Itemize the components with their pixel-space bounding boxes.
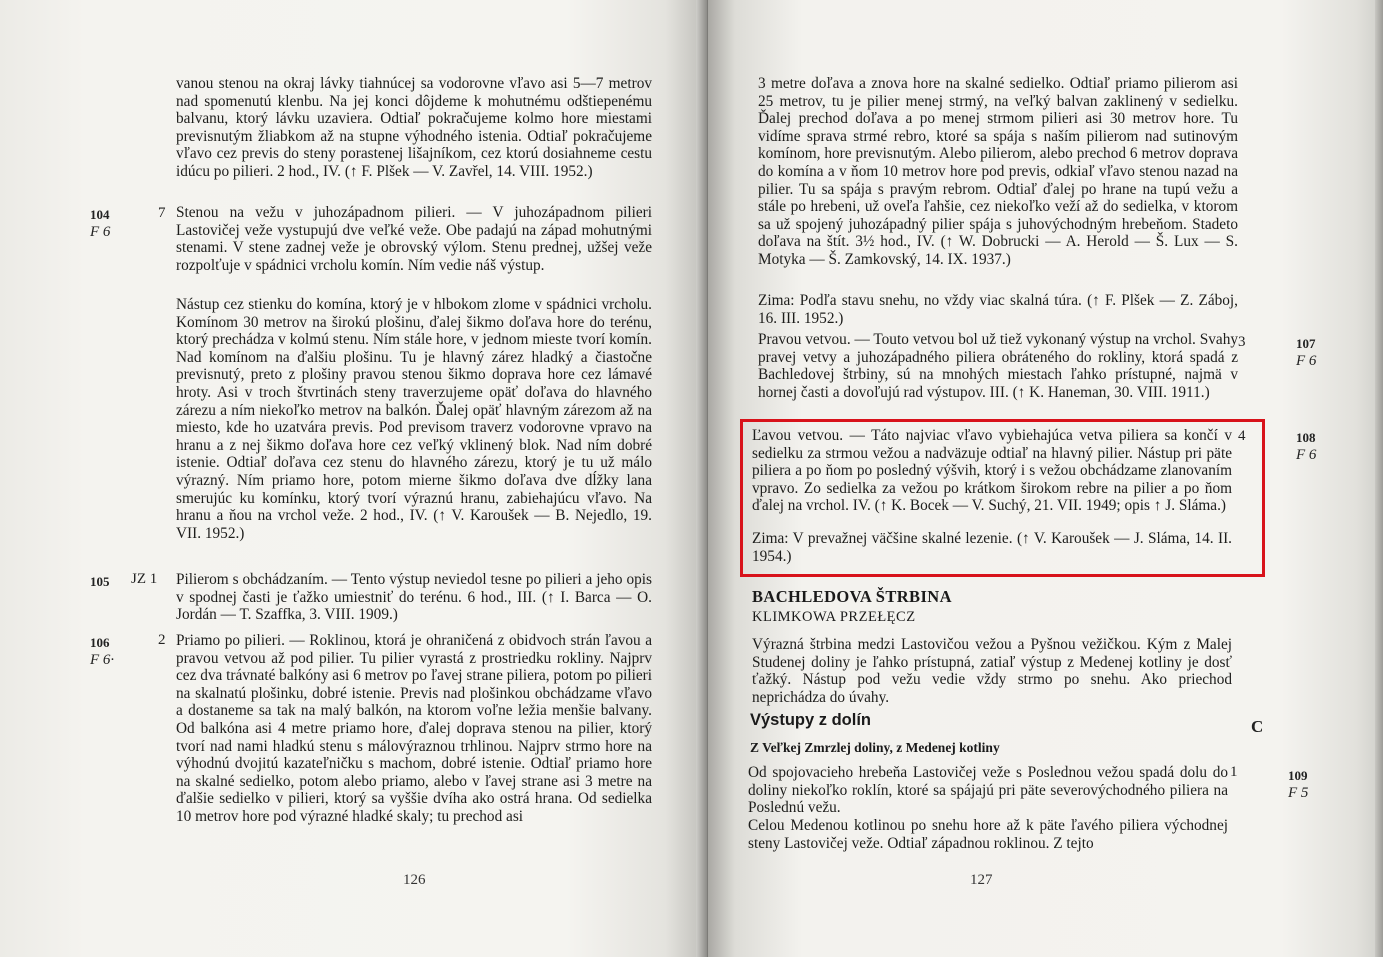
route-description: Nástup cez stienku do komína, ktorý je v hlbokom zlome v spádnici vrcholu. Komínom 30 metrov na širokú plošinu, ďalej šikmo doľava hore do terénu, ktorý prechádza v kolmú stenu. Ním stále hore, v jednom mieste tvorí komín. Nad komínom na ďalšiu plošinu. Tu je hlavný zárez hladký a čiastočne previsnutý, preto z plošiny pravou stenou šikmo doprava hore cez lámavé hroty. Asi v troch štvrtinách steny traverzujeme opäť doľava do hlavného zárezu a ním niekoľko metrov na balkón. Ďalej opäť hlavným zárezom až na miesto, kde ho uzatvára previs. Pod previsom traverz vodorovne vpravo na hranu a z nej šikmo doľava hore cez veľký vklinený blok. Nad ním dobré istenie. Odtiaľ doľava cez stenu do hlavného zárezu, ktorý je tu už málo výrazný. Ním priamo hore, potom mierne šikmo doľava dve dĺžky lana smerujúc ku komínku, ktorý tvorí výraznú hranu, zabiehajúcu vľavo. Na hranu a ňou na vrchol veže. 2 hod., IV. (↑ V. Karoušek — B. Nejedlo, 19. VII. 1952.) (176, 296, 652, 542)
route-number: 108 (1296, 430, 1316, 445)
route-description: Pravou vetvou. — Touto vetvou bol už tiež vykonaný výstup na vrchol. Svahy pravej vetvy a juhozápadného piliera obráteného do rokliny, ktorá spadá z Bachledovej štrbiny, sú na mnohých miestach ľahko prístupné, najmä v hornej časti a dovoľujú rad výstupov. III. (↑ K. Haneman, 30. VIII. 1911.) (758, 331, 1238, 401)
route-number: 107 (1296, 336, 1316, 351)
route-grade: 1 (1230, 764, 1238, 780)
map-grid-ref: F 6 (1296, 353, 1317, 369)
subsection-title: Výstupy z dolín (750, 711, 872, 729)
map-grid-ref: F 6· (90, 652, 115, 668)
route-grade: 4 (1238, 428, 1246, 444)
subsection-letter: C (1251, 717, 1264, 736)
route-grade: 2 (158, 632, 166, 648)
route-grade: 7 (158, 205, 166, 221)
continuation-text: 3 metre doľava a znova hore na skalné sedielko. Odtiaľ priamo pilierom asi 25 metrov, tu je pilier menej strmý, na veľký balvan zaklinený v sedielku. Ďalej prechod doľava a po menej strmom pilieri asi 30 metrov hore. Tu vidíme sprava strmé rebro, ktoré sa spája s naším pilierom nad sutinovým komínom, hore previsnutým. Alebo pilierom, alebo prechod 6 metrov doprava do komína a v ňom 10 metrov hore pod previs, odkiaľ vľavo stenou nazad na pilier. Tu sa spája s pravým rebrom. Odtiaľ ďalej po hrane na tupú vežu a stále po hrebeni, už oveľa ľahšie, cez niekoľko veží až do sedielka, v ktorom sa už spojený juhozápadný pilier spája s juhovýchodným hrebeňom. Stadeto doľava na štít. 3½ hod., IV. (↑ W. Dobrucki — A. Herold — Š. Lux — S. Motyka — Š. Zamkovský, 14. IX. 1937.) (758, 75, 1238, 268)
route-description: Od spojovacieho hrebeňa Lastovičej veže s Poslednou vežou spadá dolu do doliny niekoľko roklín, ktoré sa spájajú pri päte severovýchodného piliera na Poslednú vežu. (748, 764, 1228, 817)
route-description: Stenou na vežu v juhozápadnom pilieri. — V juhozápadnom pilieri Lastovičej veže vystupujú dve veľké veže. Obe padajú na západ mohutnými stenami. V stene zadnej veže je obrovský výlom. Stenu prednej, užšej veže rozpolťuje v spádnici vrcholu komín. Ním vedie náš výstup. (176, 204, 652, 274)
route-number: 105 (90, 574, 110, 589)
map-grid-ref: F 6 (90, 224, 111, 240)
page-edge (1375, 0, 1383, 957)
route-number: 109 (1288, 768, 1308, 783)
continuation-text: vanou stenou na okraj lávky tiahnúcej sa vodorovne vľavo asi 5—7 metrov nad spomenutú klenbu. Na jej konci dôjdeme k mohutnému odštiepenému balvanu, ktorý lávku uzaviera. Odtiaľ pokračujeme kolmo hore miestami previsnutým žliabkom až na stupne výhodného istenia. Odtiaľ pokračujeme vľavo cez previs do steny porastenej lišajníkom, cez ktorú dosiahneme cestu idúcu po pilieri. 2 hod., IV. (↑ F. Plšek — V. Zavřel, 14. VIII. 1952.) (176, 75, 652, 180)
route-number: 106 (90, 635, 110, 650)
route-grade: 3 (1238, 334, 1246, 350)
winter-note: Zima: Podľa stavu snehu, no vždy viac skalná túra. (↑ F. Plšek — Z. Záboj, 16. III. 1952.) (758, 292, 1238, 327)
route-number: 104 (90, 207, 110, 222)
route-grade: JZ 1 (131, 571, 158, 587)
page-number: 127 (970, 872, 993, 888)
section-description: Výrazná štrbina medzi Lastovičou vežou a Pyšnou vežičkou. Kým z Malej Studenej doliny je ľahko prístupná, zatiaľ výstup z Medenej kotliny je dosť ťažký. Nástup pod vežu vedie vždy strmo po snehu. Ako priechod neprichádza do úvahy. (752, 636, 1232, 706)
section-subtitle: KLIMKOWA PRZEŁĘCZ (752, 609, 916, 625)
route-description: Ľavou vetvou. — Táto najviac vľavo vybiehajúca vetva piliera sa končí v sedielku za strmou vežou a nadväzuje odtiaľ na hlavný pilier. Nástup pri päte piliera a po ňom po posledný výšvih, ktorý i s vežou obchádzame zlanovaním vpravo. Zo sedielka za vežou po krátkom širokom rebre na pilier a po ňom ďalej na vrchol. IV. (↑ K. Bocek — V. Suchý, 21. VII. 1949; opis ↑ J. Sláma.) (752, 427, 1232, 515)
map-grid-ref: F 6 (1296, 447, 1317, 463)
section-title: BACHLEDOVA ŠTRBINA (752, 587, 952, 606)
route-description: Priamo po pilieri. — Roklinou, ktorá je ohraničená z obidvoch strán ľavou a pravou vetvou až pod pilier. Tu pilier vyrastá z prostriedku rokliny. Najprv cez dva trávnaté balkóny asi 6 metrov po ľavej strane piliera, potom po pilieri na skalnatú plošinku, dobré istenie. Previs nad plošinkou obchádzame vľavo a dostaneme sa tak na malý balkón, na ktorom voľne ležia menšie balvany. Od balkóna asi 4 metre priamo hore, ďalej doprava stenou na pilier, ktorý tvorí nad nami hladkú stenu s málovýraznou trhlinou. Najprv strmo hore na výhodnú dvojitú kazateľničku s machom, dobré istenie. Odtiaľ priamo hore na skalné sedielko, potom alebo priamo, alebo v ľavej strane asi 3 metre na ďalšie sedielko v pilieri, ktorý sa vyššie dvíha ako ostrá hrana. Od sedielka 10 metrov hore pod výrazné hladké skaly; tu prechod asi (176, 632, 653, 825)
route-description: Pilierom s obchádzaním. — Tento výstup neviedol tesne po pilieri a jeho opis v spodnej časti je ťažko umiestniť do terénu. 6 hod., III. (↑ I. Barca — O. Jordán — T. Szaffka, 3. VIII. 1909.) (176, 571, 652, 624)
map-grid-ref: F 5 (1288, 785, 1309, 801)
winter-note: Zima: V prevažnej väčšine skalné lezenie. (↑ V. Karoušek — J. Sláma, 14. II. 1954.) (752, 530, 1232, 565)
page-number: 126 (403, 872, 426, 888)
subsubsection-title: Z Veľkej Zmrzlej doliny, z Medenej kotliny (750, 740, 1000, 755)
route-description: Celou Medenou kotlinou po snehu hore až k päte ľavého piliera východnej steny Lastovičej veže. Odtiaľ západnou roklinou. Z tejto (748, 817, 1228, 852)
right-page (708, 0, 1383, 957)
